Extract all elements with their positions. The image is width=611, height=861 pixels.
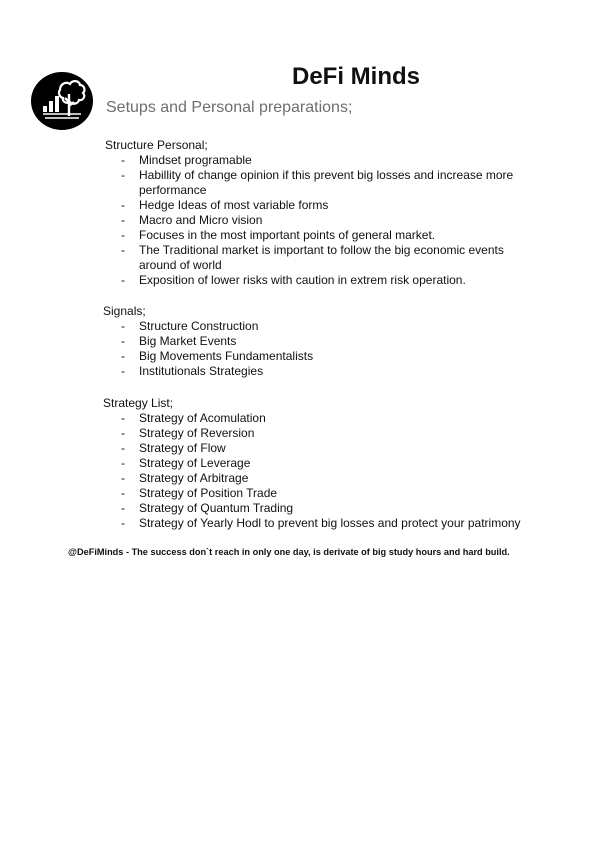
bullet-dash: - <box>121 349 125 363</box>
bullet-dash: - <box>121 441 125 455</box>
bullet-dash: - <box>121 213 125 227</box>
list-item-text: Strategy of Yearly Hodl to prevent big losses and protect your patrimony <box>139 516 521 530</box>
page-subtitle: Setups and Personal preparations; <box>106 99 353 116</box>
bullet-dash: - <box>121 153 125 167</box>
list-item <box>0 349 611 364</box>
bullet-dash: - <box>121 471 125 485</box>
list-item <box>0 153 611 168</box>
list-item <box>0 364 611 379</box>
list-item <box>0 273 611 288</box>
section-heading: Signals; <box>103 304 146 318</box>
list-item <box>0 501 611 516</box>
list-item <box>0 228 611 243</box>
bullet-dash: - <box>121 243 125 257</box>
bullet-dash: - <box>121 198 125 212</box>
signals-section <box>0 304 611 379</box>
list-item-text: Big Movements Fundamentalists <box>139 349 314 363</box>
bullet-dash: - <box>121 273 125 287</box>
bullet-dash: - <box>121 334 125 348</box>
bullet-dash: - <box>121 411 125 425</box>
signals-list <box>0 319 611 379</box>
bullet-dash: - <box>121 364 125 378</box>
bullet-dash: - <box>121 456 125 470</box>
list-item-text: Strategy of Flow <box>139 441 226 455</box>
section-heading: Structure Personal; <box>105 138 208 152</box>
list-item-text: Mindset programable <box>139 153 252 167</box>
strategy-list <box>0 411 611 531</box>
list-item-text: Strategy of Position Trade <box>139 486 278 500</box>
list-item <box>0 516 611 531</box>
bullet-dash: - <box>121 486 125 500</box>
section-heading: Strategy List; <box>103 396 174 410</box>
bullet-dash: - <box>121 516 125 530</box>
list-item-text: Big Market Events <box>139 334 237 348</box>
list-item <box>0 471 611 486</box>
list-item-text: Strategy of Quantum Trading <box>139 501 294 515</box>
bullet-dash: - <box>121 426 125 440</box>
list-item-text: Structure Construction <box>139 319 259 333</box>
list-item-text: Strategy of Reversion <box>139 426 255 440</box>
list-item-text: Exposition of lower risks with caution in extrem risk operation. <box>139 273 466 287</box>
list-item <box>0 486 611 501</box>
list-item <box>0 426 611 441</box>
list-item-text: Strategy of Leverage <box>139 456 251 470</box>
list-item-text: The Traditional market is important to follow the big economic events around of world <box>139 243 504 272</box>
bullet-dash: - <box>121 228 125 242</box>
list-item <box>0 441 611 456</box>
list-item-text: Strategy of Arbitrage <box>139 471 249 485</box>
bullet-dash: - <box>121 319 125 333</box>
strategy-list-section <box>0 396 611 531</box>
list-item <box>0 411 611 426</box>
list-item-text: Hedge Ideas of most variable forms <box>139 198 329 212</box>
list-item <box>0 213 611 228</box>
list-item-text: Focuses in the most important points of general market. <box>139 228 436 242</box>
bullet-dash: - <box>121 501 125 515</box>
structure-list <box>0 153 611 288</box>
structure-personal-section <box>0 138 611 288</box>
list-item <box>0 243 611 273</box>
list-item-text: Habillity of change opinion if this prevent big losses and increase more performance <box>139 168 514 197</box>
list-item <box>0 456 611 471</box>
list-item <box>0 334 611 349</box>
footer-note: @DeFiMinds - The success don`t reach in only one day, is derivate of big study hours and hard build. <box>68 547 510 557</box>
bullet-dash: - <box>121 168 125 182</box>
list-item-text: Strategy of Acomulation <box>139 411 266 425</box>
list-item-text: Macro and Micro vision <box>139 213 263 227</box>
page-title: DeFi Minds <box>292 63 421 90</box>
list-item <box>0 319 611 334</box>
list-item <box>0 198 611 213</box>
list-item-text: Institutionals Strategies <box>139 364 264 378</box>
list-item <box>0 168 611 198</box>
